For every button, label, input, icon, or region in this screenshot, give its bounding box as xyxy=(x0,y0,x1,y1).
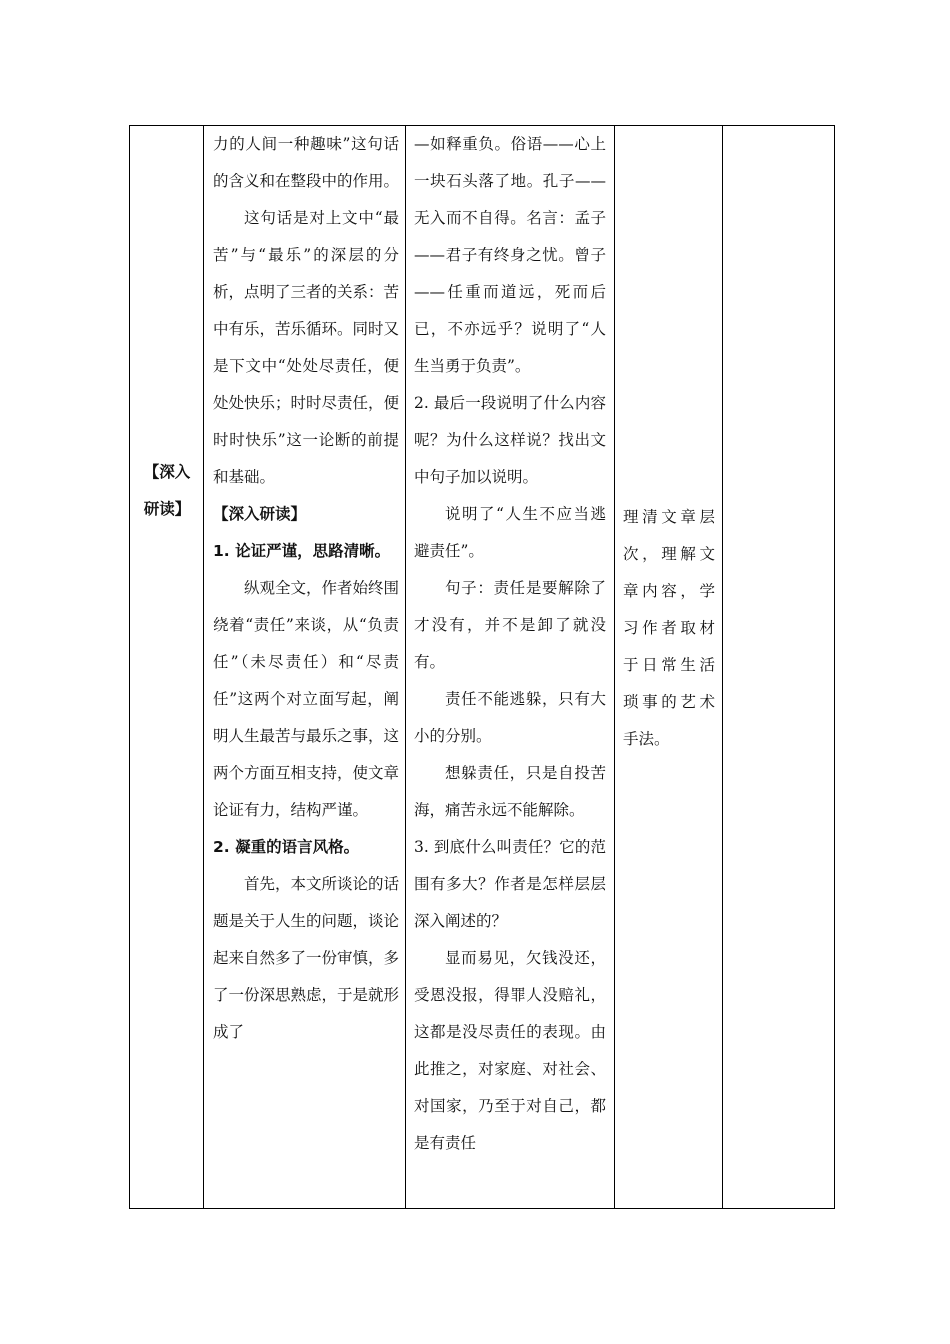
column-divider xyxy=(614,126,615,1208)
content-column xyxy=(213,126,399,1208)
lesson-table xyxy=(129,125,835,1209)
paragraph: 首先，本文所谈论的话题是关于人生的问题，谈论起来自然多了一份审慎，多了一份深思熟虑，于是就形成了 xyxy=(213,875,399,1041)
row-label xyxy=(130,454,204,528)
paragraph: 力的人间一种趣味”这句话的含义和在整段中的作用。 xyxy=(213,135,399,190)
paragraph: 说明了“人生不应当逃避责任”。 xyxy=(414,505,606,560)
paragraph: 【深入研读】 xyxy=(213,505,307,523)
column-divider xyxy=(722,126,723,1208)
paragraph: 理清文章层次，理解文章内容，学习作者取材于日常生活琐事的艺术手法。 xyxy=(623,508,715,748)
objective-column xyxy=(623,499,715,1208)
paragraph: 想躲责任，只是自投苦海，痛苦永远不能解除。 xyxy=(414,764,606,819)
row-label-line: 【深入 xyxy=(143,463,191,481)
notes-column xyxy=(730,126,830,1208)
questions-column xyxy=(414,126,606,1208)
column-divider xyxy=(405,126,406,1208)
paragraph: 显而易见，欠钱没还，受恩没报，得罪人没赔礼，这都是没尽责任的表现。由此推之，对家庭、对社会、对国家，乃至于对自己，都是有责任 xyxy=(414,949,606,1152)
column-divider xyxy=(203,126,204,1208)
paragraph: 2. 凝重的语言风格。 xyxy=(213,838,360,856)
paragraph: 责任不能逃躲，只有大小的分别。 xyxy=(414,690,606,745)
paragraph: 2. 最后一段说明了什么内容呢？为什么这样说？找出文中句子加以说明。 xyxy=(414,394,606,486)
paragraph: 句子：责任是要解除了才没有，并不是卸了就没有。 xyxy=(414,579,606,671)
row-label-line: 研读】 xyxy=(143,500,191,518)
paragraph: 这句话是对上文中“最苦”与“最乐”的深层的分析，点明了三者的关系：苦中有乐，苦乐循环。同时又是下文中“处处尽责任，便处处快乐；时时尽责任，便时时快乐”这一论断的前提和基础。 xyxy=(213,209,399,486)
paragraph: —如释重负。俗语——心上一块石头落了地。孔子——无入而不自得。名言：孟子——君子有终身之忧。曾子——任重而道远，死而后已，不亦远乎？说明了“人生当勇于负责”。 xyxy=(414,135,606,375)
paragraph: 1. 论证严谨，思路清晰。 xyxy=(213,542,391,560)
paragraph: 纵观全文，作者始终围绕着“责任”来谈，从“负责任”（未尽责任）和“尽责任”这两个对立面写起，阐明人生最苦与最乐之事，这两个方面互相支持，使文章论证有力，结构严谨。 xyxy=(213,579,399,819)
paragraph: 3. 到底什么叫责任？它的范围有多大？作者是怎样层层深入阐述的？ xyxy=(414,838,606,930)
